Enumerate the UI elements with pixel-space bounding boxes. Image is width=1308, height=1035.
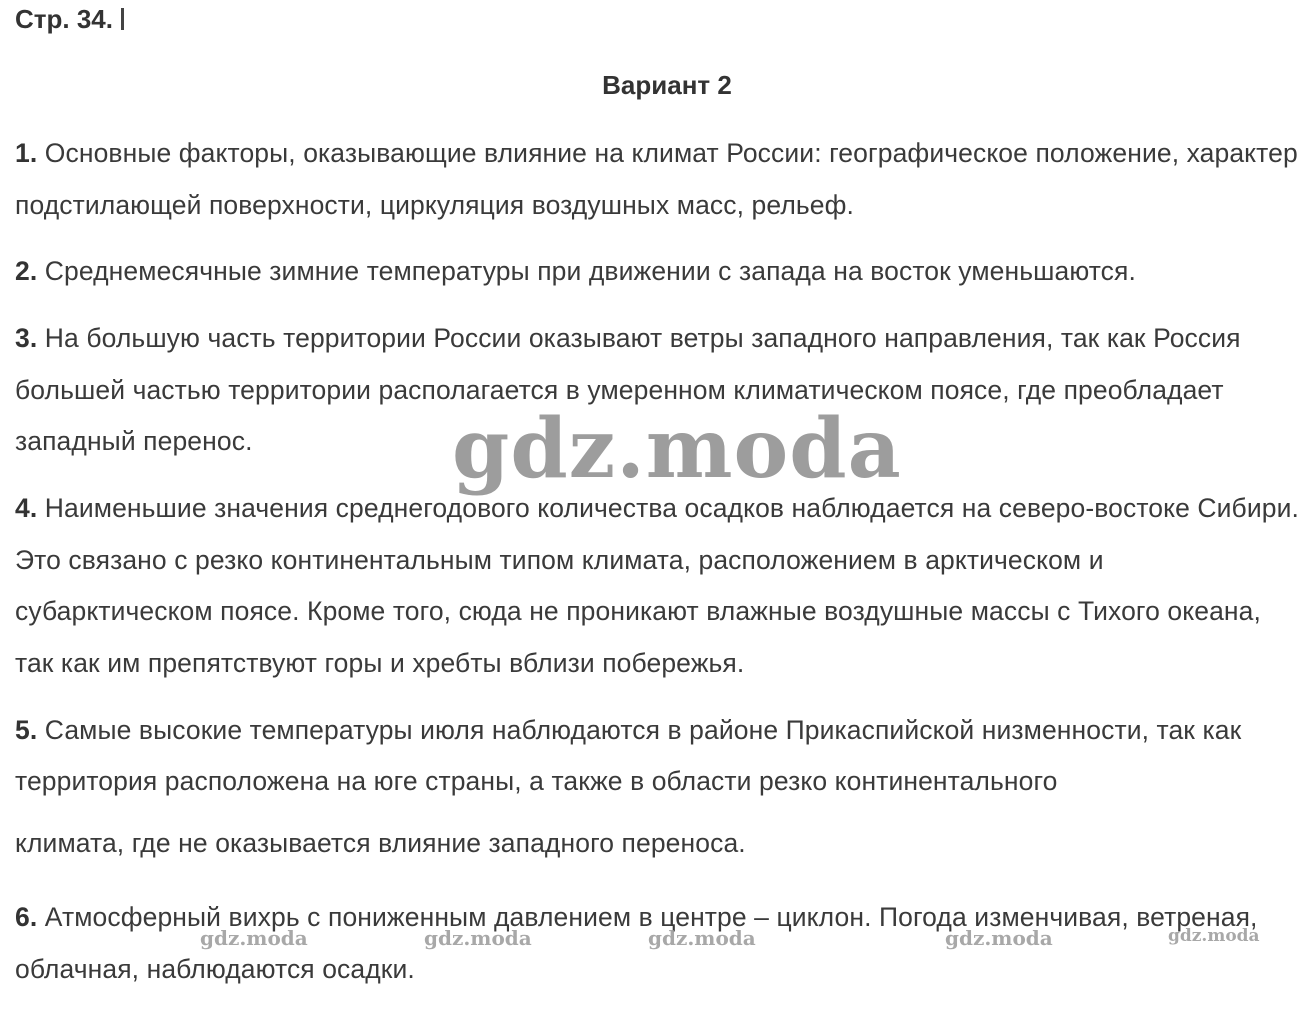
watermark-small: gdz.moda [1168,926,1260,946]
answer-item [15,128,1300,231]
answer-number: 2. [15,256,38,286]
answer-text: Самые высокие температуры июля наблюдаются в районе Прикаспийской низменности, так как территория расположена на юге страны, а также в области резко континентального [15,715,1242,796]
answer-text: Среднемесячные зимние температуры при движении с запада на восток уменьшаются. [44,256,1136,286]
watermark-small: gdz.moda [200,926,308,950]
answer-item [15,705,1300,869]
answer-number: 1. [15,138,38,168]
answer-item [15,246,1300,298]
answer-number: 3. [15,323,38,353]
page-header [15,4,124,35]
answer-text: Атмосферный вихрь с пониженным давлением в центре – циклон. Погода изменчивая, ветреная, облачная, наблюдаются осадки. [15,902,1258,984]
answer-item [15,483,1300,689]
watermark-small: gdz.moda [424,926,532,950]
answer-text-continuation: климата, где не оказывается влияние западного переноса. [15,828,746,858]
watermark-small: gdz.moda [648,926,756,950]
watermark-logo: gdz.moda [452,401,902,497]
answer-text: Основные факторы, оказывающие влияние на климат России: географическое положение, характер подстилающей поверхности, циркуляция воздушных масс, рельеф. [15,138,1298,220]
page-label: Стр. 34. [15,4,113,34]
answer-number: 5. [15,715,38,745]
watermark-small: gdz.moda [945,926,1053,950]
answer-text: На большую часть территории России оказывают ветры западного направления, так как Россия большей частью территории располагается в умеренном климатическом поясе, где преобладает западный перенос. [15,323,1241,456]
answer-number: 6. [15,902,38,932]
answer-text: Наименьшие значения среднегодового количества осадков наблюдается на северо-востоке Сибири. Это связано с резко континентальным типом климата, расположением в арктическом и субарктическом поясе. Кроме того, сюда не проникают влажные воздушные массы с Тихого океана, так как им препятствуют горы и хребты вблизи побережья. [15,493,1299,678]
text-cursor [121,8,124,30]
answer-number: 4. [15,493,38,523]
variant-title: Вариант 2 [602,70,732,100]
